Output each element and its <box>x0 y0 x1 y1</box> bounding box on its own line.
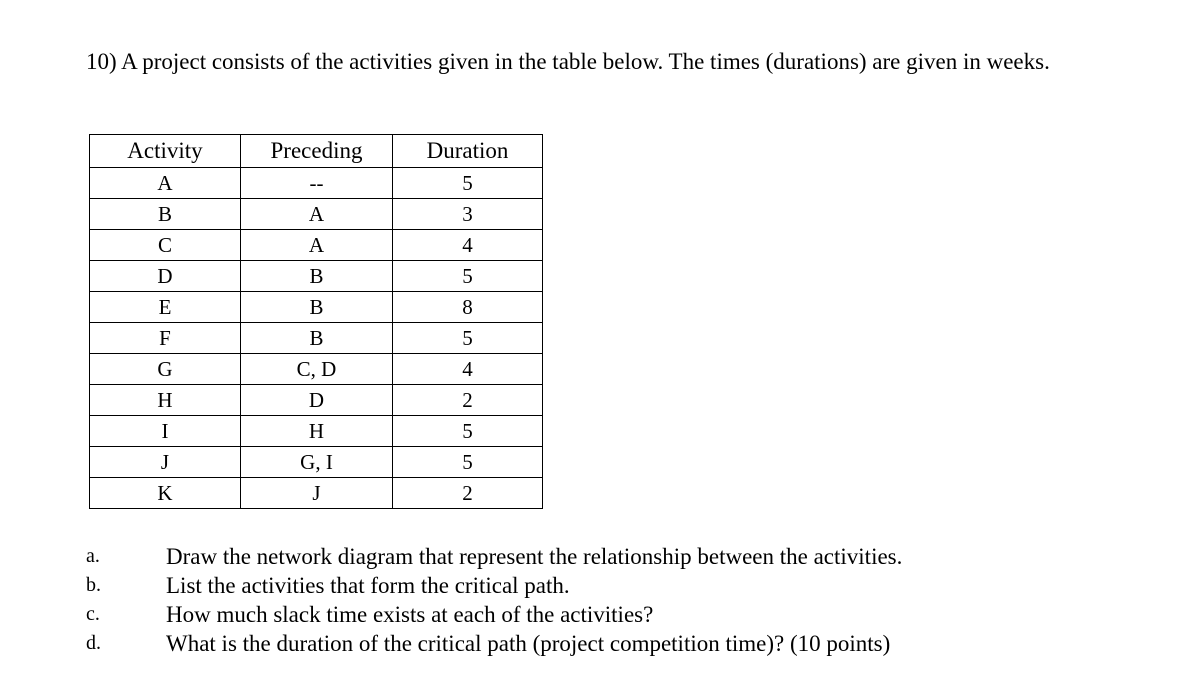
question-letter: a. <box>86 545 100 567</box>
header-duration: Duration <box>393 135 543 168</box>
table-row <box>90 416 543 447</box>
table-row <box>90 292 543 323</box>
duration-cell: 5 <box>393 261 543 292</box>
preceding-cell: D <box>241 385 393 416</box>
question-letter: b. <box>86 574 101 596</box>
duration-cell: 2 <box>393 478 543 509</box>
problem-statement: 10) A project consists of the activities given in the table below. The times (durations) are given in weeks. <box>86 49 1050 74</box>
question-item-b <box>86 571 902 600</box>
preceding-cell: A <box>241 230 393 261</box>
preceding-cell: H <box>241 416 393 447</box>
activity-cell: D <box>90 261 241 292</box>
preceding-cell: G, I <box>241 447 393 478</box>
header-activity: Activity <box>90 135 241 168</box>
question-letter: c. <box>86 603 100 625</box>
question-text: List the activities that form the critical path. <box>166 573 570 598</box>
preceding-cell: J <box>241 478 393 509</box>
question-text: How much slack time exists at each of the activities? <box>166 602 654 627</box>
question-list <box>86 542 902 658</box>
table-row <box>90 261 543 292</box>
table-row <box>90 354 543 385</box>
question-letter: d. <box>86 632 101 654</box>
table-row <box>90 447 543 478</box>
preceding-cell: -- <box>241 168 393 199</box>
question-text: What is the duration of the critical path (project competition time)? (10 points) <box>166 631 891 656</box>
question-item-c <box>86 600 902 629</box>
question-item-d <box>86 629 902 658</box>
table-row <box>90 199 543 230</box>
preceding-cell: C, D <box>241 354 393 385</box>
activity-cell: J <box>90 447 241 478</box>
activity-cell: E <box>90 292 241 323</box>
duration-cell: 4 <box>393 230 543 261</box>
duration-cell: 5 <box>393 447 543 478</box>
table-row <box>90 230 543 261</box>
preceding-cell: B <box>241 323 393 354</box>
activity-cell: I <box>90 416 241 447</box>
table-header-row <box>90 135 543 168</box>
table-row <box>90 478 543 509</box>
activity-cell: F <box>90 323 241 354</box>
preceding-cell: B <box>241 261 393 292</box>
duration-cell: 2 <box>393 385 543 416</box>
activity-cell: C <box>90 230 241 261</box>
activity-cell: G <box>90 354 241 385</box>
activity-cell: A <box>90 168 241 199</box>
duration-cell: 3 <box>393 199 543 230</box>
table-row <box>90 323 543 354</box>
duration-cell: 8 <box>393 292 543 323</box>
duration-cell: 5 <box>393 168 543 199</box>
question-item-a <box>86 542 902 571</box>
duration-cell: 4 <box>393 354 543 385</box>
preceding-cell: B <box>241 292 393 323</box>
activity-cell: B <box>90 199 241 230</box>
activity-cell: K <box>90 478 241 509</box>
header-preceding: Preceding <box>241 135 393 168</box>
duration-cell: 5 <box>393 416 543 447</box>
table-row <box>90 168 543 199</box>
table-row <box>90 385 543 416</box>
question-text: Draw the network diagram that represent the relationship between the activities. <box>166 544 903 569</box>
activity-cell: H <box>90 385 241 416</box>
preceding-cell: A <box>241 199 393 230</box>
activity-table <box>89 134 543 509</box>
duration-cell: 5 <box>393 323 543 354</box>
